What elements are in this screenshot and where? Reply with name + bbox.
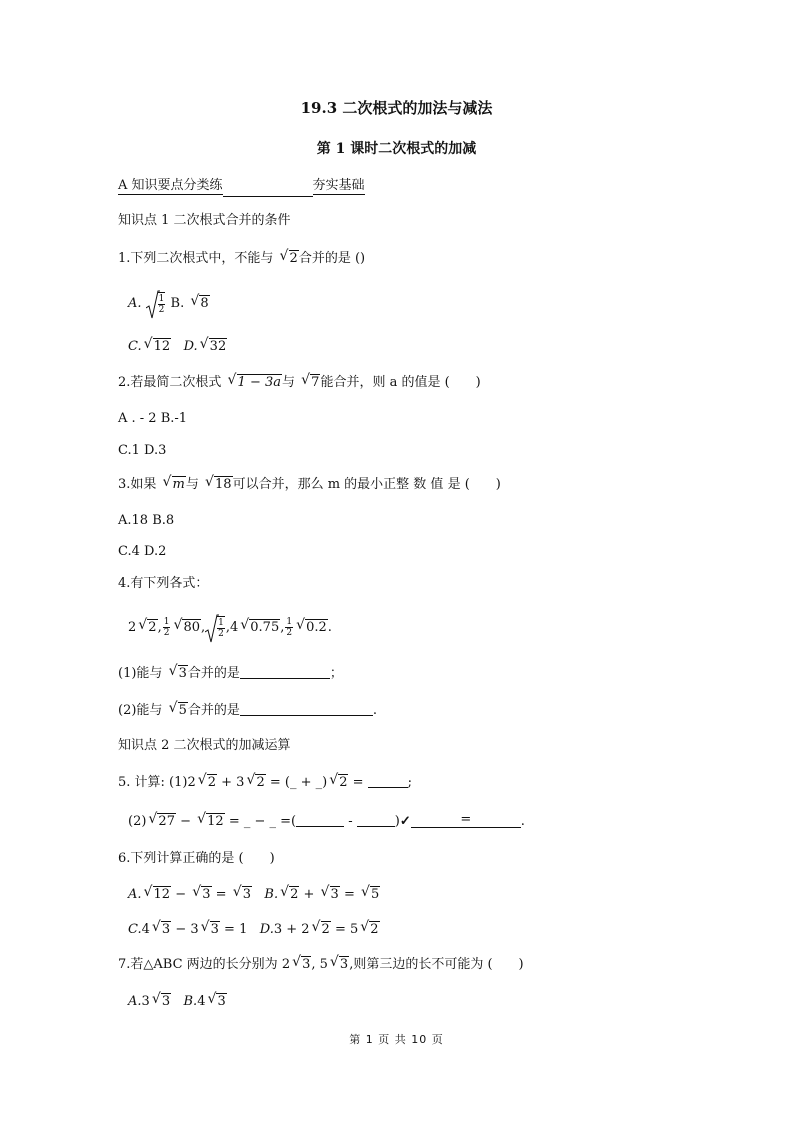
- question-6: 6.下列计算正确的是 ( ): [118, 851, 275, 866]
- q4-expr-3-radical: $\frac{1}{2}$: [205, 616, 226, 639]
- q3-prefix: 3.如果: [118, 477, 157, 492]
- section-a-heading: [118, 177, 365, 197]
- q4-expressions: 2 √ 2, $\frac{1}{2}$ √ 80, $\frac{1}{2}$ ,4 √ 0.75, $\frac{1}{2}$ √ 0.2.: [128, 616, 332, 639]
- q1-option-c-radical: √ 12: [143, 336, 171, 354]
- q2-suffix: 能合并，则 a 的值是 ( ): [320, 375, 481, 390]
- q7-option-b-label: B.: [183, 994, 198, 1009]
- q6-options-ab: A. √ 12 − √ 3 = √ 3 B. √ 2 + √ 3 = √ 5: [128, 884, 380, 902]
- q3-options-cd: C.4 D.2: [118, 544, 167, 559]
- section-a-label: A 知识要点分类练: [118, 178, 223, 193]
- page-title: 19.3 二次根式的加法与减法: [300, 99, 493, 117]
- q3-radical-1: √ m: [162, 474, 185, 492]
- page-footer: 第 1 页 共 10 页: [349, 1033, 444, 1046]
- q4-expr-4-radical: √ 0.75: [240, 617, 280, 635]
- q1-options-ab: [128, 292, 210, 315]
- q6-option-b-label: B.: [264, 887, 279, 902]
- q5-p2-r1: √ 27: [148, 811, 175, 829]
- q5-part-2: (2) √ 27 − √ 12 = _ − _ =( - )✓ = .: [128, 811, 525, 829]
- q1-option-d-radical: √ 32: [199, 336, 227, 354]
- q1-option-c-label: C.: [128, 339, 142, 354]
- q1-option-b-label: B.: [170, 296, 185, 311]
- q5-p1-answer-blank[interactable]: [368, 775, 408, 788]
- q2-options-cd: C.1 D.3: [118, 443, 167, 458]
- q4-part-1: (1)能与 √ 3合并的是 ；: [118, 663, 343, 681]
- q1-prefix: 1.下列二次根式中，不能与: [118, 251, 274, 266]
- q1-radical: √ 2: [279, 248, 298, 266]
- q5-p2-r2: √ 12: [197, 811, 224, 829]
- q3-radical-2: √ 18: [205, 474, 232, 492]
- q4-p1-radical: √ 3: [168, 663, 187, 681]
- q6-option-c-label: C.: [128, 922, 142, 937]
- knowledge-point-1: 知识点 1 二次根式合并的条件: [118, 213, 291, 228]
- q5-p2-blank-3[interactable]: =: [411, 815, 521, 828]
- q4-part-2: (2)能与 √ 5合并的是 .: [118, 700, 377, 718]
- question-7: 7.若△ABC 两边的长分别为 2 √ 3, 5 √ 3,则第三边的长不可能为 ( ): [118, 954, 524, 972]
- q2-options-ab: A . - 2 B.-1: [118, 411, 188, 426]
- q7-options-ab: A.3 √ 3 B.4 √ 3: [128, 991, 226, 1009]
- q3-suffix: 可以合并，那么 m 的最小正整 数 值 是 ( ): [232, 477, 501, 492]
- q1-option-d-label: D.: [183, 339, 198, 354]
- q1-suffix: 合并的是 (): [298, 251, 366, 266]
- q2-radical-2: √ 7: [301, 372, 320, 390]
- question-4: 4.有下列各式：: [118, 576, 209, 591]
- q3-options-ab: A.18 B.8: [118, 513, 175, 528]
- q6-option-a-label: A.: [128, 887, 142, 902]
- q7-option-a-label: A.: [128, 994, 142, 1009]
- knowledge-point-2: 知识点 2 二次根式的加减运算: [118, 738, 291, 753]
- check-mark-icon: ✓: [399, 814, 411, 829]
- q2-prefix: 2.若最简二次根式: [118, 375, 222, 390]
- q4-expr-1-radical: √ 2: [138, 617, 157, 635]
- q5-p2-blank-1[interactable]: [296, 814, 344, 827]
- q4-p2-answer-blank[interactable]: [240, 703, 373, 716]
- q6-option-d-label: D.: [259, 922, 274, 937]
- q6-options-cd: C.4 √ 3 − 3 √ 3 = 1 D.3 + 2 √ 2 = 5 √ 2: [128, 919, 379, 937]
- q1-option-a-label: A.: [128, 296, 142, 311]
- q4-expr-2-radical: √ 80: [173, 617, 200, 635]
- q3-mid: 与: [185, 477, 199, 492]
- section-a-right: 夯实基础: [312, 178, 365, 193]
- q1-option-a-radical: $\frac{1}{2}$: [146, 292, 167, 315]
- q4-p1-answer-blank[interactable]: [240, 666, 330, 679]
- q5-p2-blank-2[interactable]: [357, 814, 395, 827]
- q5-r1: √ 2: [197, 772, 217, 790]
- question-3: [118, 476, 501, 494]
- page-subtitle: 第 1 课时二次根式的加减: [316, 141, 477, 157]
- question-1: [118, 250, 365, 268]
- q4-p2-radical: √ 5: [168, 700, 187, 718]
- q5-r3: √ 2: [329, 772, 348, 790]
- question-5: 5. 计算: (1)2 √ 2 + 3 √ 2 = (_ + _) √ 2 = ;: [118, 772, 413, 790]
- q5-r2: √ 2: [246, 772, 265, 790]
- q1-options-cd: [128, 338, 227, 356]
- q2-mid: 与: [282, 375, 296, 390]
- q2-radical-1: √ 1 − 3a: [227, 372, 281, 390]
- q4-expr-5-radical: √ 0.2: [296, 617, 327, 635]
- section-a-spacer: [223, 177, 313, 197]
- question-2: [118, 374, 481, 392]
- q1-option-b-radical: √ 8: [190, 293, 209, 311]
